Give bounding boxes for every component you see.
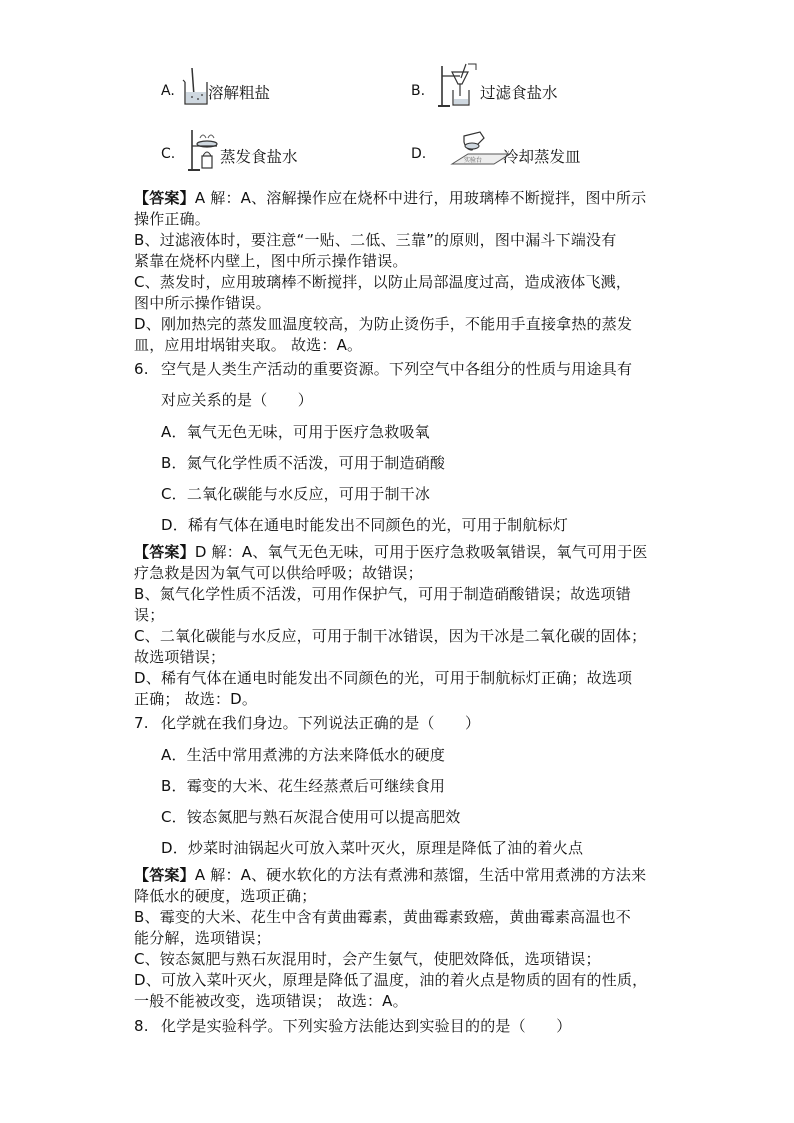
q7-stem: 化学就在我们身边。下列说法正确的是（ ） [161, 714, 481, 732]
q6-answer-line-1: 【答案】D 解：A、氧气无色无味，可用于医疗急救吸氧错误，氧气可用于医 [134, 543, 648, 561]
q7-answer-line-4: 能分解，选项错误； [134, 929, 271, 947]
q6-option-b: B．氮气化学性质不活泼，可用于制造硝酸 [161, 454, 446, 472]
q6-answer-line-7: D、稀有气体在通电时能发出不同颜色的光，可用于制航标灯正确；故选项 [134, 669, 633, 687]
q5-answer-line-4: 紧靠在烧杯内壁上，图中所示操作错误。 [134, 252, 408, 270]
filter-funnel-icon [436, 62, 480, 108]
q7-option-b: B．霉变的大米、花生经蒸煮后可继续食用 [161, 777, 446, 795]
q5-answer-line-6: 图中所示操作错误。 [134, 294, 271, 312]
q5-option-c-text: 蒸发食盐水 [220, 148, 298, 166]
figure-d-label: 实验台 [464, 157, 483, 164]
q7-answer-line-7: 一般不能被改变，选项错误； 故选：A。 [134, 992, 408, 1010]
q6-answer-line-8: 正确； 故选：D。 [134, 690, 258, 708]
q8-number: 8. [134, 1017, 149, 1035]
q6-answer-line-5: C、二氧化碳能与水反应，可用于制干冰错误，因为干冰是二氧化碳的固体； [134, 627, 647, 645]
q6-option-a: A．氧气无色无味，可用于医疗急救吸氧 [161, 423, 430, 441]
q7-option-a: A．生活中常用煮沸的方法来降低水的硬度 [161, 746, 446, 764]
q5-answer-line-7: D、刚加热完的蒸发皿温度较高，为防止烫伤手，不能用手直接拿热的蒸发 [134, 315, 633, 333]
answer-tag: 【答案】 [134, 189, 195, 207]
q5-option-b-text: 过滤食盐水 [480, 84, 558, 102]
q5-answer-line-1: 【答案】A 解：A、溶解操作应在烧杯中进行，用玻璃棒不断搅拌，图中所示 [134, 189, 647, 207]
evaporating-dish-icon [186, 128, 220, 172]
q6-answer-line-6: 故选项错误； [134, 648, 226, 666]
q5-answer-line-2: 操作正确。 [134, 210, 211, 228]
q6-number: 6. [134, 360, 149, 378]
q5-option-c-label: C. [161, 146, 176, 162]
q7-option-c: C．铵态氮肥与熟石灰混合使用可以提高肥效 [161, 808, 461, 826]
q5-option-d-text: 冷却蒸发皿 [503, 148, 581, 166]
q5-option-a-label: A. [161, 83, 175, 99]
answer-tag: 【答案】 [134, 543, 195, 561]
q5-answer-line-8: 皿，应用坩埚钳夹取。 故选：A。 [134, 336, 363, 354]
q6-answer-line-4: 误； [134, 606, 165, 624]
answer-tag: 【答案】 [134, 866, 195, 884]
q6-answer-line-2: 疗急救是因为氧气可以供给呼吸；故错误； [134, 564, 423, 582]
q8-stem: 化学是实验科学。下列实验方法能达到实验目的的是（ ） [161, 1017, 572, 1035]
q7-answer-line-2: 降低水的硬度，选项正确； [134, 887, 317, 905]
q5-option-b-label: B. [411, 83, 426, 99]
q6-stem-line-1: 空气是人类生产活动的重要资源。下列空气中各组分的性质与用途具有 [161, 360, 633, 378]
q6-option-d: D．稀有气体在通电时能发出不同颜色的光，可用于制航标灯 [161, 516, 568, 534]
q7-answer-line-6: D、可放入菜叶灭火，原理是降低了温度，油的着火点是物质的固有的性质， [134, 971, 648, 989]
q7-answer-line-3: B、霉变的大米、花生中含有黄曲霉素，黄曲霉素致癌，黄曲霉素高温也不 [134, 908, 631, 926]
q5-option-d-label: D. [411, 146, 427, 162]
q6-stem-line-2: 对应关系的是（ ） [161, 391, 314, 409]
q7-answer-line-5: C、铵态氮肥与熟石灰混用时，会产生氨气，使肥效降低，选项错误； [134, 950, 601, 968]
q5-option-a-text: 溶解粗盐 [208, 84, 271, 102]
q6-option-c: C．二氧化碳能与水反应，可用于制干冰 [161, 485, 431, 503]
q7-answer-line-1: 【答案】A 解：A、硬水软化的方法有煮沸和蒸馏，生活中常用煮沸的方法来 [134, 866, 647, 884]
q7-option-d: D．炒菜时油锅起火可放入菜叶灭火，原理是降低了油的着火点 [161, 839, 584, 857]
q5-answer-line-5: C、蒸发时，应用玻璃棒不断搅拌，以防止局部温度过高，造成液体飞溅， [134, 273, 632, 291]
q6-answer-line-3: B、氮气化学性质不活泼，可用作保护气，可用于制造硝酸错误；故选项错 [134, 585, 631, 603]
q5-answer-line-3: B、过滤液体时，要注意“一贴、二低、三靠”的原则，图中漏斗下端没有 [134, 231, 617, 249]
q7-number: 7. [134, 714, 149, 732]
